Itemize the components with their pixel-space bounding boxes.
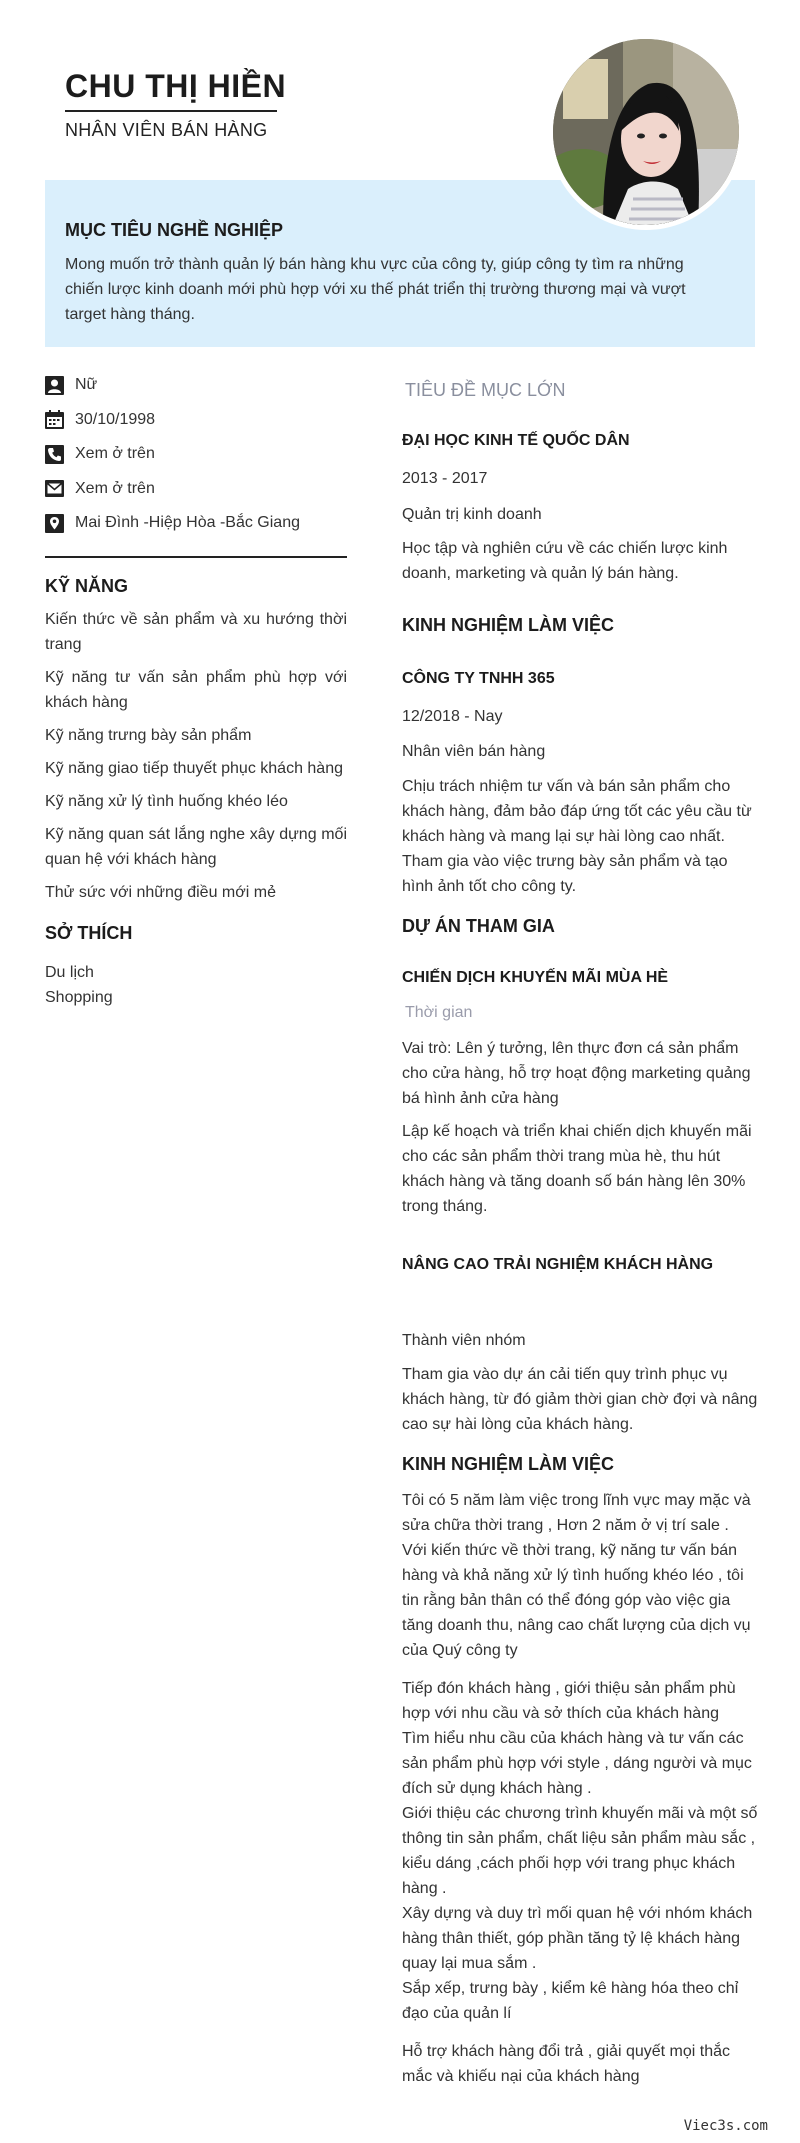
dob-value: 30/10/1998: [75, 410, 156, 428]
location-pin-icon: [45, 514, 64, 533]
skill-item: Kỹ năng tư vấn sản phẩm phù hợp với khách hàng: [45, 668, 347, 711]
project-name: CHIẾN DỊCH KHUYẾN MÃI MÙA HÈ: [402, 969, 669, 986]
phone-icon: [45, 445, 64, 464]
right-column: [402, 380, 758, 2089]
duty-line: Giới thiệu các chương trình khuyến mãi và một số thông tin sản phẩm, chất liệu sản phẩm màu sắc , kiểu dáng ,cách phối hợp với trang phục khách hàng .: [402, 1805, 758, 1897]
company-name: CÔNG TY TNHH 365: [402, 670, 555, 687]
hobbies-title: SỞ THÍCH: [45, 922, 133, 943]
project-description: Lập kế hoạch và triển khai chiến dịch khuyến mãi cho các sản phẩm thời trang mùa hè, thu hút khách hàng và tăng doanh số bán hàng lên 30% trong tháng.: [402, 1123, 752, 1215]
hobby-item: Shopping: [45, 988, 113, 1006]
duty-line: Tìm hiểu nhu cầu của khách hàng và tư vấn các sản phẩm phù hợp với style , dáng người và mục đích sử dụng khách hàng .: [402, 1730, 752, 1797]
address-value: Mai Đình -Hiệp Hòa -Bắc Giang: [75, 514, 300, 532]
support-paragraph: Hỗ trợ khách hàng đổi trả , giải quyết mọi thắc mắc và khiếu nại của khách hàng: [402, 2043, 730, 2085]
summary-line: Với kiến thức về thời trang, kỹ năng tư vấn bán hàng và khả năng xử lý tình huống khéo léo , tôi tin rằng bản thân có thể đóng góp vào việc gia tăng doanh thu, nâng cao chất lượng của dịch vụ của Quý công ty: [402, 1542, 751, 1659]
duties-paragraph: [402, 1676, 758, 2026]
objective-title: MỤC TIÊU NGHỀ NGHIỆP: [65, 220, 284, 240]
projects-title: DỰ ÁN THAM GIA: [402, 916, 555, 936]
experience-description: Chịu trách nhiệm tư vấn và bán sản phẩm cho khách hàng, đảm bảo đáp ứng tốt các yêu cầu từ khách hàng và mang lại sự hài lòng cao nhất. Tham gia vào việc trưng bày sản phẩm và tạo hình ảnh tốt cho công ty.: [402, 778, 752, 895]
email-value: Xem ở trên: [75, 479, 155, 497]
contact-dob: [45, 403, 347, 438]
skill-item: Kỹ năng xử lý tình huống khéo léo: [45, 792, 288, 810]
skill-item: Kỹ năng giao tiếp thuyết phục khách hàng: [45, 759, 343, 777]
contact-email: [45, 472, 347, 507]
section-divider: [45, 556, 347, 558]
contact-gender: [45, 368, 347, 403]
left-column: [45, 368, 347, 1010]
gender-value: Nữ: [75, 376, 98, 394]
duty-line: Xây dựng và duy trì mối quan hệ với nhóm khách hàng thân thiết, góp phần tăng tỷ lệ khách hàng quay lại mua sắm .: [402, 1905, 753, 1972]
experience-summary-paragraph: [402, 1488, 758, 1663]
job-title: NHÂN VIÊN BÁN HÀNG: [65, 120, 268, 140]
school-name: ĐẠI HỌC KINH TẾ QUỐC DÂN: [402, 432, 630, 449]
watermark: Viec3s.com: [683, 2118, 768, 2134]
project-time-label: Thời gian: [405, 1004, 473, 1021]
duty-line: Tiếp đón khách hàng , giới thiệu sản phẩm phù hợp với nhu cầu và sở thích của khách hàng: [402, 1680, 736, 1722]
experience-position: Nhân viên bán hàng: [402, 743, 546, 760]
summary-line: Tôi có 5 năm làm việc trong lĩnh vực may mặc và sửa chữa thời trang , Hơn 2 năm ở vị trí sale .: [402, 1492, 751, 1534]
user-icon: [45, 376, 64, 395]
duty-line: Sắp xếp, trưng bày , kiểm kê hàng hóa theo chỉ đạo của quản lí: [402, 1980, 739, 2022]
education-period: 2013 - 2017: [402, 470, 488, 487]
project-role: Thành viên nhóm: [402, 1332, 526, 1349]
name-underline: [65, 110, 277, 112]
education-major: Quản trị kinh doanh: [402, 506, 542, 523]
skills-title: KỸ NĂNG: [45, 575, 129, 596]
hobbies-list: [45, 960, 347, 1010]
experience-period: 12/2018 - Nay: [402, 708, 503, 725]
hobby-item: Du lịch: [45, 963, 94, 981]
experience-summary-title: KINH NGHIỆM LÀM VIỆC: [402, 1454, 615, 1474]
phone-value: Xem ở trên: [75, 445, 155, 463]
skills-list: [45, 607, 347, 905]
experience-title: KINH NGHIỆM LÀM VIỆC: [402, 615, 615, 635]
avatar-frame: [548, 34, 744, 230]
education-section-title: TIÊU ĐỀ MỤC LỚN: [405, 380, 566, 400]
contact-phone: [45, 437, 347, 472]
education-description: Học tập và nghiên cứu về các chiến lược kinh doanh, marketing và quản lý bán hàng.: [402, 540, 728, 582]
calendar-icon: [45, 410, 64, 429]
candidate-name: CHU THỊ HIỀN: [65, 68, 287, 104]
project-name: NÂNG CAO TRẢI NGHIỆM KHÁCH HÀNG: [402, 1256, 714, 1273]
project-role: Vai trò: Lên ý tưởng, lên thực đơn cá sản phẩm cho cửa hàng, hỗ trợ hoạt động marketing quảng bá hình ảnh cửa hàng: [402, 1040, 751, 1107]
skill-item: Thử sức với những điều mới mẻ: [45, 883, 276, 901]
skill-item: Kỹ năng quan sát lắng nghe xây dựng mối quan hệ với khách hàng: [45, 825, 347, 868]
skill-item: Kiến thức về sản phẩm và xu hướng thời trang: [45, 610, 347, 653]
avatar: [553, 39, 739, 225]
contact-address: [45, 506, 347, 541]
skill-item: Kỹ năng trưng bày sản phẩm: [45, 726, 252, 744]
project-description: Tham gia vào dự án cải tiến quy trình phục vụ khách hàng, từ đó giảm thời gian chờ đợi và nâng cao sự hài lòng của khách hàng.: [402, 1366, 758, 1433]
objective-text: Mong muốn trở thành quản lý bán hàng khu vực của công ty, giúp công ty tìm ra những chiến lược kinh doanh mới phù hợp với xu thế phát triển thị trường thương mại và vượt target hàng tháng.: [65, 256, 686, 323]
email-icon: [45, 479, 64, 498]
